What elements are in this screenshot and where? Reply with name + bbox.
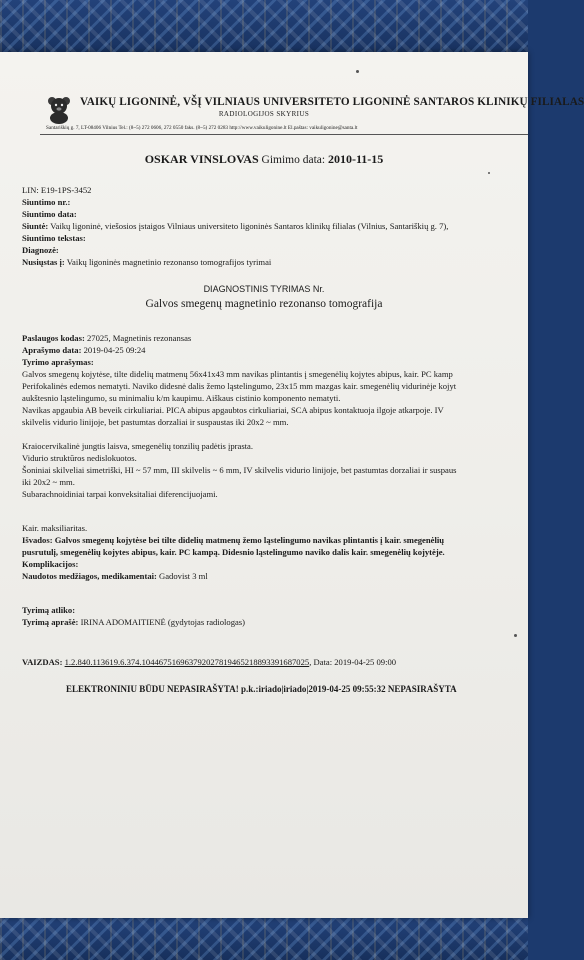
institution-contact: Santariškių g. 7, LT-08406 Vilnius Tel.: (8~5) 272 0606, 272 0550 faks. (8~5) 272 0283 http://www.vaikuligonine.lt El.paštas: vaikuligonine@santa.lt: [46, 125, 358, 131]
medical-report-page: [0, 52, 584, 918]
description-line: Perifokalinės edemos nematyti. Naviko didesnė dalis žemo ląstelingumo, 23x15 mm mazgas kair. smegenėlių vidurinėje kojyt: [22, 381, 457, 391]
description-line: Kraiocervikalinė jungtis laisva, smegenėlių tonzilių padėtis įprasta.: [22, 441, 254, 451]
description-label: Tyrimo aprašymas:: [22, 357, 94, 367]
referral-text-label: Siuntimo tekstas:: [22, 233, 86, 243]
service-code-value: 27025, Magnetinis rezonansas: [86, 333, 192, 343]
institution-name: VAIKŲ LIGONINĖ, VŠĮ VILNIAUS UNIVERSITETO LIGONINĖ SANTAROS KLINIKŲ FILIALAS: [80, 96, 584, 108]
birth-date-label: Gimimo data:: [261, 154, 326, 166]
signature-status: ELEKTRONINIU BŪDU NEPASIRAŠYTA! p.k.:iriado|iriado|2019-04-25 09:55:32 NEPASIRAŠYTA: [66, 684, 457, 694]
lin-number: LIN: E19-1PS-3452: [22, 185, 92, 195]
paper-speck: [514, 634, 517, 637]
referral-sender-label: Siuntė:: [22, 221, 49, 231]
conclusion-text: Galvos smegenų kojytėse bei tilte didelių matmenų žemo ląstelingumo navikas plintantis į kair. smegenėlių: [54, 535, 445, 545]
exam-heading: DIAGNOSTINIS TYRIMAS Nr.: [203, 284, 325, 294]
conclusion-line-2: pusrutulį, smegenėlių kojytes abipus, kair. PC kampą. Didesnio ląstelingumo naviko dalis kair. smegenėlių kojytėje.: [22, 547, 445, 557]
description-date: [22, 344, 456, 356]
image-date: , Data: 2019-04-25 09:00: [309, 657, 397, 667]
complications-label: Komplikacijos:: [22, 559, 79, 569]
birth-date: 2010-11-15: [327, 152, 384, 166]
sinus-finding: Kair. maksiliaritas.: [22, 523, 88, 533]
description-line: Vidurio struktūros nedislokuotos.: [22, 453, 137, 463]
performed-by-label: Tyrimą atliko:: [22, 605, 76, 615]
description-line: Subarachnoidiniai tarpai konveksitaliai diferencijuojami.: [22, 489, 218, 499]
materials: [22, 570, 445, 582]
materials-label: Naudotos medžiagos, medikamentai:: [22, 571, 157, 581]
tablecloth-top: [0, 0, 528, 60]
diagnosis-label: Diagnozė:: [22, 245, 59, 255]
header-divider: [40, 134, 528, 135]
service-code: [22, 332, 456, 344]
patient-name: OSKAR VINSLOVAS: [144, 152, 259, 166]
patient-line: [0, 152, 528, 167]
description-line: Galvos smegenų kojytėse, tilte didelių matmenų 56x41x43 mm navikas plintantis į smegenėlių kojytes abipus, kair. PC kamp: [22, 369, 453, 379]
described-by-label: Tyrimą aprašė:: [22, 617, 79, 627]
sent-to: [22, 256, 448, 268]
description-line: iki 20x2 ~ mm.: [22, 477, 75, 487]
paper-speck: [488, 172, 490, 174]
service-code-label: Paslaugos kodas:: [22, 333, 85, 343]
department-name: RADIOLOGIJOS SKYRIUS: [218, 110, 310, 118]
described-by-value: IRINA ADOMAITIENĖ (gydytojas radiologas): [80, 617, 246, 627]
conclusion-block: [22, 522, 445, 582]
described-by: [22, 616, 245, 628]
referral-sender: [22, 220, 448, 232]
referral-sender-value: Vaikų ligoninė, viešosios įstaigos Vilniaus universiteto ligoninės Santaros klinikų filialas (Vilnius, Santariškių g. 7),: [50, 221, 449, 231]
materials-value: Gadovist 3 ml: [159, 571, 208, 581]
description-date-label: Aprašymo data:: [22, 345, 82, 355]
description-line: aukštesnio ląstelingumo, su minimaliu k/m kaupimu. Aiškaus cistinio komponento nematyti.: [22, 393, 341, 403]
tablecloth-bottom: [0, 916, 528, 960]
conclusion-label: Išvados:: [22, 535, 53, 545]
description-paragraph-1: [22, 368, 456, 428]
exam-title: Galvos smegenų magnetinio rezonanso tomografija: [145, 298, 383, 310]
image-label: VAIZDAS:: [22, 657, 63, 667]
sent-to-value: Vaikų ligoninės magnetinio rezonanso tomografijos tyrimai: [66, 257, 272, 267]
conclusion-line-1: [22, 534, 445, 546]
image-reference: [22, 656, 396, 668]
image-uid-link[interactable]: 1.2.840.113619.6.374.104467516963792027819465218893391687025: [64, 657, 310, 667]
referral-block: [22, 184, 448, 268]
description-line: Navikas apgaubia AB beveik cirkuliariai. PICA abipus apgaubtos cirkuliariai, SCA abipus kontaktuoja ilgoje atkarpoje. IV: [22, 405, 444, 415]
staff-block: [22, 604, 245, 628]
description-paragraph-2: [22, 440, 457, 500]
teddy-bear-logo-icon: [44, 94, 74, 124]
exam-details: [22, 332, 456, 428]
referral-number-label: Siuntimo nr.:: [22, 197, 71, 207]
description-line: skilvelis vidurio linijoje, bet pastumtas dorzaliai ir suspaustas iki 20x2 ~ mm.: [22, 417, 289, 427]
referral-date-label: Siuntimo data:: [22, 209, 77, 219]
sent-to-label: Nusiųstas į:: [22, 257, 65, 267]
description-line: Šoniniai skilveliai simetriški, HI ~ 57 mm, III skilvelis ~ 6 mm, IV skilvelis vidurio linijoje, bet pastumtas dorzaliai ir suspaus: [22, 465, 457, 475]
paper-speck: [356, 70, 359, 73]
description-date-value: 2019-04-25 09:24: [83, 345, 146, 355]
